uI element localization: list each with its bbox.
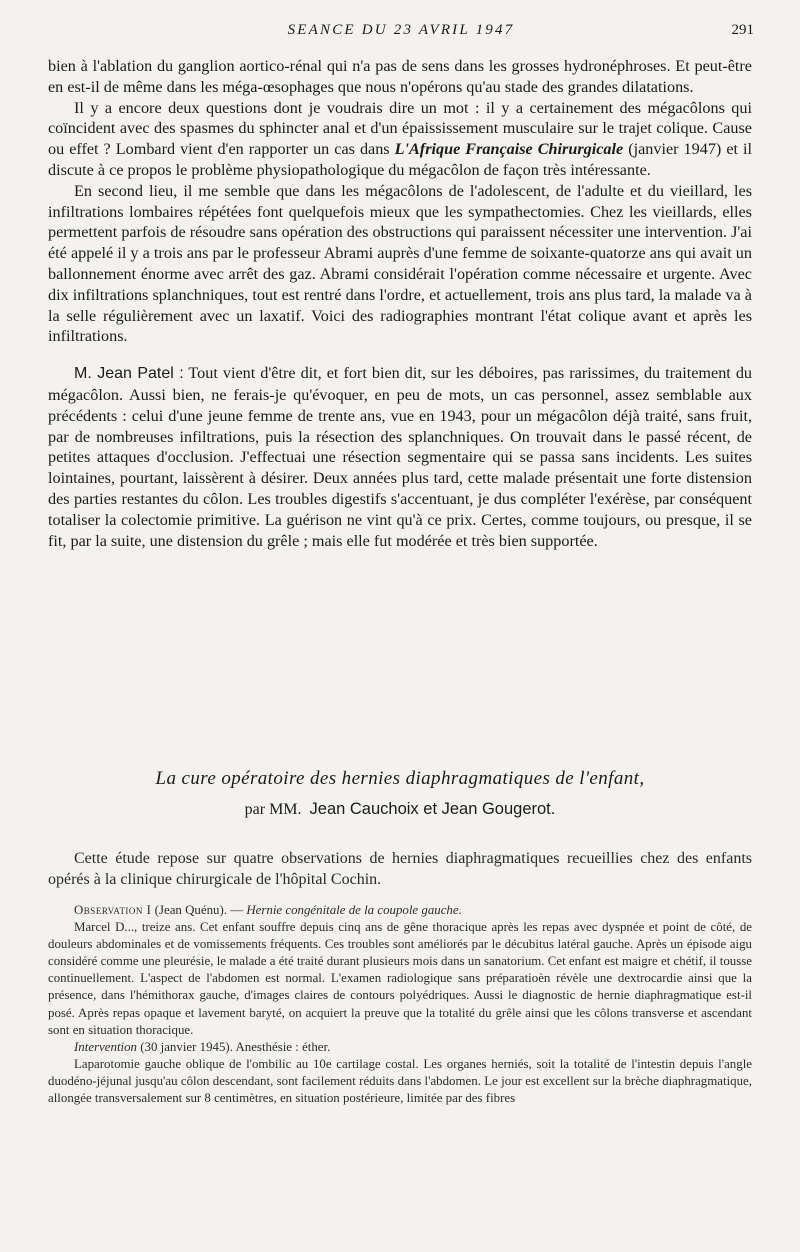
page-number: 291 bbox=[731, 22, 754, 38]
paragraph-3: En second lieu, il me semble que dans les mégacôlons de l'adolescent, de l'adulte et du vieillard, les infiltrations lombaires répétées font quelquefois mieux que les sympathectomies. Chez les vieillards, elles permettent parfois de résoudre sans opération des obstructions qui paraissent nécessiter une intervention. J'ai été appelé il y a trois ans par le professeur Abrami auprès d'une femme de soixante-quatorze ans qui avait un ballonnement énorme avec arrêt des gaz. Abrami considérait l'opération comme nécessaire et urgente. Avec dix infiltrations splanchniques, tout est rentré dans l'ordre, et actuellement, trois ans plus tard, la malade va à la selle régulièrement avec un laxatif. Voici des radiographies montrant l'état colique avant et après les infiltrations. bbox=[48, 181, 752, 346]
paragraph-2-end: (janvier 1947) et il discute à ce propos le problème physiopathologique du mégacôlon de façon très intéressante. bbox=[48, 140, 752, 179]
speaker-name: M. Jean Patel : bbox=[74, 365, 184, 383]
paragraph-2-start: Il y a encore deux questions dont je voudrais dire un mot : il y a certainement des mégacôlons qui coïncident avec des spasmes du sphincter anal et d'un épaississement musculaire sur le trajet colique. Cause ou effet ? Lombard vient d'en rapporter un cas dans bbox=[48, 98, 752, 159]
article-title: La cure opératoire des hernies diaphragmatiques de l'enfant, bbox=[155, 768, 645, 789]
paragraph-4-text: Tout vient d'être dit, et fort bien dit, sur les déboires, pas rarissimes, du traitement du mégacôlon. Aussi bien, ne ferais-je qu'évoquer, en peu de mots, un cas personnel, assez semblable aux précédents : celui d'une jeune femme de trente ans, vue en 1943, pour un mégacôlon déjà traité, sans fruit, par de nombreuses infiltrations, puis la résection des splanchniques. On trouvait dans le passé récent, de petites attaques d'occlusion. J'effectuai une résection segmentaire qui se passa sans incidents. Les suites lointaines, pourtant, laissèrent à désirer. Deux années plus tard, cette malade présentait une forte distension des parties restantes du côlon. Les troubles digestifs s'accentuant, je dus compléter l'exérèse, par conséquent totaliser la colectomie primitive. La guérison ne vint qu'à ce prix. Certes, comme toujours, ou presque, il se fit, par la suite, une distension du grêle ; mais elle fut modérée et très bien supportée. bbox=[48, 364, 753, 550]
paragraph-2 bbox=[48, 98, 752, 181]
intervention-line bbox=[48, 1039, 752, 1056]
observation-patient: (Jean Quénu). — bbox=[151, 903, 247, 917]
observation-body: Marcel D..., treize ans. Cet enfant souffre depuis cinq ans de gêne thoracique après les repas avec dyspnée et point de côté, de douleurs abdominales et de vomissements fréquents. Ces troubles sont améliorés par le décubitus latéral gauche. Après un épisode aigu considéré comme une pleurésie, le malade a été traité durant plusieurs mois dans un sanatorium. Cet enfant est maigre et chétif, il tousse continuellement. L'aspect de l'abdomen est normal. L'examen radiologique sans préparatioèn révèle une dextrocardie ainsi que la présence, dans l'hémithorax gauche, d'images claires de contours polyédriques. Aussi le diagnostic de hernie diaphragmatique est-il posé. Après repas opaque et lavement baryté, on acquiert la preuve que la totalité du grêle ainsi que les côlons transverse et ascendant sont en situation thoracique. bbox=[48, 920, 752, 1037]
observation-title: Hernie congénitale de la coupole gauche. bbox=[246, 903, 462, 917]
intro-paragraph: Cette étude repose sur quatre observations de hernies diaphragmatiques recueillies chez des enfants opérés à la clinique chirurgicale de l'hôpital Cochin. bbox=[48, 850, 752, 888]
observation-label: Observation I bbox=[74, 903, 152, 917]
observation-text bbox=[48, 902, 752, 1107]
journal-title: L'Afrique Française Chirurgicale bbox=[394, 140, 624, 159]
paragraph-4 bbox=[48, 363, 752, 551]
paragraph-1: bien à l'ablation du ganglion aortico-rénal qui n'a pas de sens dans les grosses hydronéphroses. Et peut-être en est-il de même dans les méga-œsophages que nous n'opérons qu'au stade des grandes dilatations. bbox=[48, 57, 752, 96]
observation-heading bbox=[48, 902, 752, 919]
byline-prefix: par MM. bbox=[244, 801, 302, 818]
laparotomy-paragraph: Laparotomie gauche oblique de l'ombilic au 10e cartilage costal. Les organes herniés, soit la totalité de l'intestin depuis l'angle duodéno-jéjunal jusqu'au côlon descendant, sont facilement réduits dans l'abdomen. Le jour est excellent sur la brèche diaphragmatique, allongée transversalement sur 8 centimètres, en situation postérieure, limitée par des fibres bbox=[48, 1056, 752, 1106]
intervention-label: Intervention bbox=[74, 1039, 137, 1054]
article-intro bbox=[48, 848, 752, 890]
running-head bbox=[48, 22, 754, 44]
byline bbox=[48, 800, 752, 819]
running-title: SEANCE DU 23 AVRIL 1947 bbox=[287, 22, 515, 38]
intervention-text: (30 janvier 1945). Anesthésie : éther. bbox=[137, 1039, 331, 1054]
discussion-text bbox=[48, 56, 752, 551]
byline-authors: Jean Cauchoix et Jean Gougerot. bbox=[309, 800, 556, 818]
